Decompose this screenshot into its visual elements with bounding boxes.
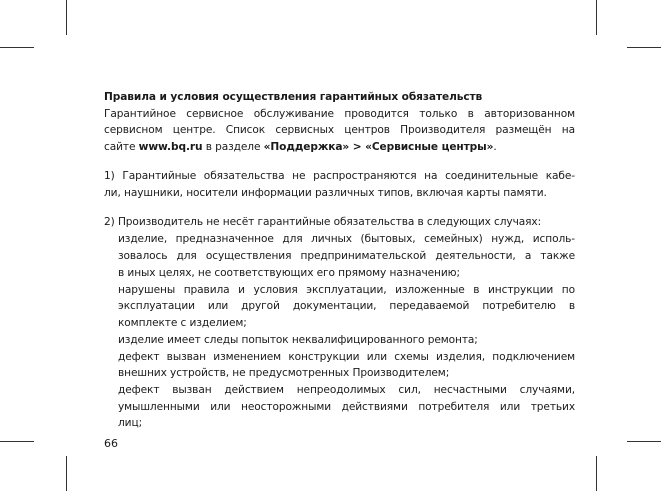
- section-title: Правила и условия осуществления гарантийных обязательств: [104, 91, 483, 103]
- list-item-2-line: эксплуатации или другой документации, передаваемой потребителю в: [118, 300, 575, 312]
- list-item-1-line: ли, наушники, носители информации различных типов, включая карты памяти.: [104, 187, 547, 199]
- crop-mark: [66, 0, 67, 35]
- text: в разделе: [202, 141, 264, 153]
- list-item-2-heading: 2) Производитель не несёт гарантийные обязательства в следующих случаях:: [104, 216, 542, 228]
- paragraph-line: сервисном центре. Список сервисных центров Производителя размещён на: [104, 124, 575, 136]
- list-item-2-line: дефект вызван изменением конструкции или схемы изделия, подключением: [118, 351, 575, 363]
- list-item-2-line: умышленными или неосторожными действиями потребителя или третьих: [118, 401, 575, 413]
- crop-mark: [596, 456, 597, 491]
- list-item-2-line: изделие имеет следы попыток неквалифицированного ремонта;: [118, 334, 478, 346]
- crop-mark: [627, 47, 661, 48]
- text: сайте: [104, 141, 139, 153]
- paragraph-line: Гарантийное сервисное обслуживание проводится только в авторизованном: [104, 108, 575, 120]
- list-item-2-line: лиц;: [118, 417, 143, 429]
- page-number: 66: [104, 437, 118, 450]
- list-item-2-line: дефект вызван действием непреодолимых сил, несчастными случаями,: [118, 384, 575, 396]
- menu-path: «Поддержка» > «Сервисные центры»: [263, 141, 494, 153]
- text: .: [493, 141, 497, 153]
- list-item-2-line: внешних устройств, не предусмотренных Производителем;: [118, 367, 450, 379]
- list-item-2-line: комплекте с изделием;: [118, 317, 247, 329]
- list-item-2-line: в иных целях, не соответствующих его прямому назначению;: [118, 267, 460, 279]
- crop-mark: [0, 441, 34, 442]
- crop-mark: [0, 47, 34, 48]
- list-item-2-line: изделие, предназначенное для личных (бытовых, семейных) нужд, исполь-: [118, 233, 575, 245]
- list-item-2-line: нарушены правила и условия эксплуатации, изложенные в инструкции по: [118, 284, 575, 296]
- list-item-1-line: 1) Гарантийные обязательства не распространяются на соединительные кабе-: [104, 170, 575, 182]
- list-item-2-line: зовалось для осуществления предпринимательской деятельности, а также: [118, 250, 575, 262]
- crop-mark: [596, 0, 597, 35]
- crop-mark: [66, 456, 67, 491]
- paragraph-line: [104, 139, 575, 155]
- crop-mark: [627, 441, 661, 442]
- website-link[interactable]: www.bq.ru: [138, 141, 203, 153]
